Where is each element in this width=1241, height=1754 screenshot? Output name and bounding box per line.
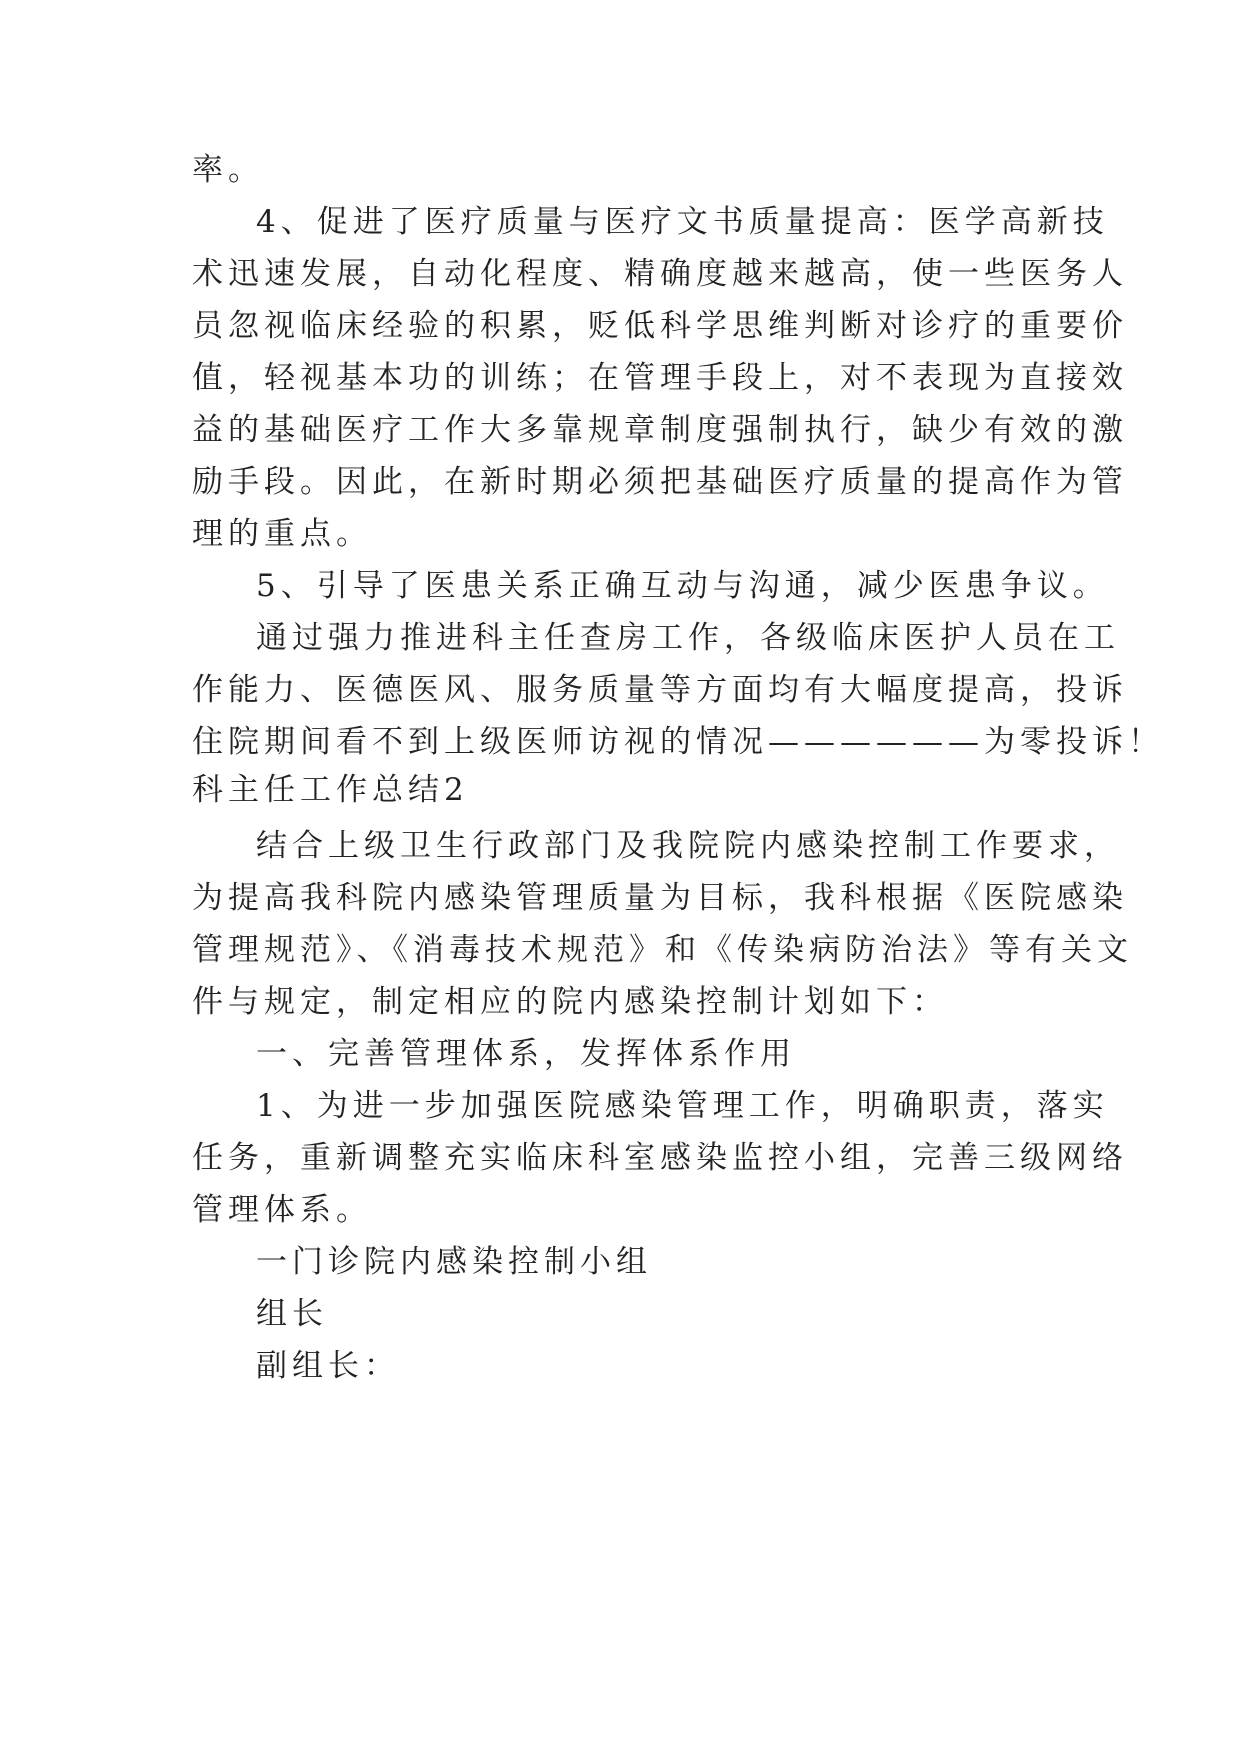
text-line: 率。 bbox=[192, 152, 264, 188]
text-line: 结合上级卫生行政部门及我院院内感染控制工作要求， bbox=[256, 828, 1120, 864]
text-line: 一、完善管理体系，发挥体系作用 bbox=[256, 1036, 796, 1072]
text-line: 作能力、医德医风、服务质量等方面均有大幅度提高，投诉 bbox=[192, 672, 1128, 708]
text-line: 组长 bbox=[256, 1296, 328, 1332]
text-line: 件与规定，制定相应的院内感染控制计划如下： bbox=[192, 984, 948, 1020]
text-line: 副组长： bbox=[256, 1348, 400, 1384]
text-line: 励手段。因此，在新时期必须把基础医疗质量的提高作为管 bbox=[192, 464, 1128, 500]
text-line: 4、促进了医疗质量与医疗文书质量提高：医学高新技 bbox=[256, 204, 1109, 240]
text-line: 员忽视临床经验的积累，贬低科学思维判断对诊疗的重要价 bbox=[192, 308, 1128, 344]
text-line: 管理体系。 bbox=[192, 1192, 372, 1228]
text-line: 5、引导了医患关系正确互动与沟通，减少医患争议。 bbox=[256, 568, 1109, 604]
text-line: 益的基础医疗工作大多靠规章制度强制执行，缺少有效的激 bbox=[192, 412, 1128, 448]
section-heading: 科主任工作总结2 bbox=[192, 772, 469, 808]
text-line: 管理规范》、《消毒技术规范》和《传染病防治法》等有关文 bbox=[192, 932, 1133, 968]
text-line: 为提高我科院内感染管理质量为目标，我科根据《医院感染 bbox=[192, 880, 1128, 916]
text-line: 术迅速发展，自动化程度、精确度越来越高，使一些医务人 bbox=[192, 256, 1128, 292]
text-line: 理的重点。 bbox=[192, 516, 372, 552]
text-line: 任务，重新调整充实临床科室感染监控小组，完善三级网络 bbox=[192, 1140, 1128, 1176]
text-line: 1、为进一步加强医院感染管理工作，明确职责，落实 bbox=[256, 1088, 1109, 1124]
text-line: 值，轻视基本功的训练；在管理手段上，对不表现为直接效 bbox=[192, 360, 1128, 396]
text-line: 通过强力推进科主任查房工作，各级临床医护人员在工 bbox=[256, 620, 1120, 656]
text-line: 一门诊院内感染控制小组 bbox=[256, 1244, 652, 1280]
text-line: 住院期间看不到上级医师访视的情况——————为零投诉！ bbox=[192, 724, 1164, 760]
